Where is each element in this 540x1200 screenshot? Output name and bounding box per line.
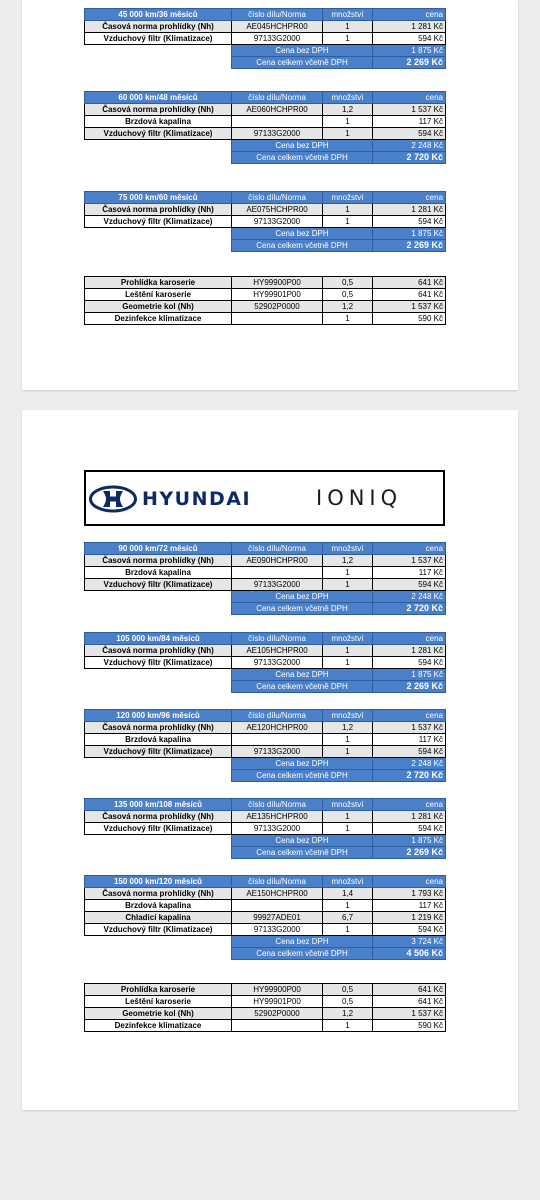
net-price-label: Cena bez DPH	[232, 835, 373, 847]
item-name: Časová norma prohlídky (Nh)	[85, 21, 232, 33]
service-interval-table	[84, 8, 446, 69]
quantity: 1,2	[323, 104, 373, 116]
table-header	[85, 9, 446, 21]
price: 1 537 Kč	[373, 104, 446, 116]
quantity: 1	[323, 657, 373, 669]
part-number: 97133G2000	[232, 216, 323, 228]
table-row	[85, 301, 446, 313]
table-row	[85, 900, 446, 912]
item-name: Prohlídka karoserie	[85, 984, 232, 996]
net-price-value: 1 875 Kč	[373, 45, 446, 57]
table-row	[85, 289, 446, 301]
net-price-label: Cena bez DPH	[232, 936, 373, 948]
service-interval-table	[84, 709, 446, 782]
net-price-label: Cena bez DPH	[232, 140, 373, 152]
quantity: 1	[323, 924, 373, 936]
price: 641 Kč	[373, 289, 446, 301]
item-name: Vzduchový filtr (Klimatizace)	[85, 579, 232, 591]
total-price-value: 2 269 Kč	[373, 681, 446, 693]
table-row	[85, 645, 446, 657]
total-price-label: Cena celkem včetně DPH	[232, 681, 373, 693]
column-header-qty: množství	[323, 9, 373, 21]
total-price-label: Cena celkem včetně DPH	[232, 240, 373, 252]
column-header-qty: množství	[323, 192, 373, 204]
table-row	[85, 1008, 446, 1020]
quantity: 1	[323, 313, 373, 325]
table-row	[85, 216, 446, 228]
net-price-label: Cena bez DPH	[232, 228, 373, 240]
item-name: Geometrie kol (Nh)	[85, 1008, 232, 1020]
table-row	[85, 128, 446, 140]
price: 590 Kč	[373, 313, 446, 325]
column-header-part: číslo dílu/Norma	[232, 876, 323, 888]
item-name: Leštění karoserie	[85, 996, 232, 1008]
hyundai-emblem-icon	[88, 485, 138, 513]
service-interval-table	[84, 798, 446, 859]
part-number	[232, 734, 323, 746]
column-header-qty: množství	[323, 799, 373, 811]
table-row	[85, 104, 446, 116]
quantity: 1	[323, 579, 373, 591]
net-price-row	[85, 936, 446, 948]
quantity: 0,5	[323, 996, 373, 1008]
quantity: 1	[323, 216, 373, 228]
table-row	[85, 116, 446, 128]
item-name: Vzduchový filtr (Klimatizace)	[85, 216, 232, 228]
price: 594 Kč	[373, 746, 446, 758]
table-row	[85, 1020, 446, 1032]
quantity: 1	[323, 128, 373, 140]
table-row	[85, 722, 446, 734]
interval-title: 90 000 km/72 měsíců	[85, 543, 232, 555]
quantity: 0,5	[323, 289, 373, 301]
item-name: Vzduchový filtr (Klimatizace)	[85, 823, 232, 835]
item-name: Brzdová kapalina	[85, 567, 232, 579]
price: 594 Kč	[373, 924, 446, 936]
total-price-value: 2 720 Kč	[373, 152, 446, 164]
total-price-row	[85, 681, 446, 693]
part-number: AE135HCHPR00	[232, 811, 323, 823]
total-price-value: 2 720 Kč	[373, 603, 446, 615]
net-price-value: 1 875 Kč	[373, 228, 446, 240]
item-name: Vzduchový filtr (Klimatizace)	[85, 33, 232, 45]
price: 594 Kč	[373, 657, 446, 669]
interval-title: 75 000 km/60 měsíců	[85, 192, 232, 204]
quantity: 1	[323, 116, 373, 128]
column-header-price: cena	[373, 876, 446, 888]
quantity: 6,7	[323, 912, 373, 924]
table-row	[85, 823, 446, 835]
total-price-row	[85, 152, 446, 164]
item-name: Chladicí kapalina	[85, 912, 232, 924]
total-price-value: 2 269 Kč	[373, 57, 446, 69]
total-price-row	[85, 57, 446, 69]
net-price-label: Cena bez DPH	[232, 758, 373, 770]
table-row	[85, 579, 446, 591]
item-name: Vzduchový filtr (Klimatizace)	[85, 924, 232, 936]
part-number: AE060HCHPR00	[232, 104, 323, 116]
table-row	[85, 33, 446, 45]
part-number	[232, 1020, 323, 1032]
column-header-price: cena	[373, 710, 446, 722]
part-number: HY99901P00	[232, 289, 323, 301]
quantity: 1	[323, 1020, 373, 1032]
quantity: 1,2	[323, 301, 373, 313]
part-number: 97133G2000	[232, 579, 323, 591]
net-price-value: 2 248 Kč	[373, 140, 446, 152]
table-row	[85, 912, 446, 924]
part-number: AE045HCHPR00	[232, 21, 323, 33]
part-number	[232, 567, 323, 579]
net-price-value: 1 875 Kč	[373, 835, 446, 847]
table-row	[85, 555, 446, 567]
price: 1 537 Kč	[373, 1008, 446, 1020]
item-name: Prohlídka karoserie	[85, 277, 232, 289]
part-number: 97133G2000	[232, 33, 323, 45]
service-interval-table	[84, 542, 446, 615]
quantity: 1,4	[323, 888, 373, 900]
total-price-row	[85, 603, 446, 615]
total-price-row	[85, 240, 446, 252]
item-name: Časová norma prohlídky (Nh)	[85, 104, 232, 116]
quantity: 1	[323, 811, 373, 823]
price: 641 Kč	[373, 984, 446, 996]
part-number: 97133G2000	[232, 657, 323, 669]
table-header	[85, 799, 446, 811]
column-header-price: cena	[373, 633, 446, 645]
total-price-label: Cena celkem včetně DPH	[232, 57, 373, 69]
net-price-row	[85, 669, 446, 681]
price: 594 Kč	[373, 216, 446, 228]
interval-title: 150 000 km/120 měsíců	[85, 876, 232, 888]
quantity: 1	[323, 567, 373, 579]
document-page-2	[22, 410, 518, 1110]
part-number	[232, 900, 323, 912]
service-interval-table	[84, 875, 446, 960]
column-header-qty: množství	[323, 543, 373, 555]
item-name: Geometrie kol (Nh)	[85, 301, 232, 313]
part-number: 52902P0000	[232, 1008, 323, 1020]
service-interval-table	[84, 191, 446, 252]
price: 1 537 Kč	[373, 301, 446, 313]
quantity: 1,2	[323, 722, 373, 734]
table-row	[85, 277, 446, 289]
quantity: 1	[323, 734, 373, 746]
item-name: Dezinfekce klimatizace	[85, 1020, 232, 1032]
net-price-label: Cena bez DPH	[232, 669, 373, 681]
part-number: 97133G2000	[232, 924, 323, 936]
part-number: 99927ADE01	[232, 912, 323, 924]
price: 590 Kč	[373, 1020, 446, 1032]
part-number: 97133G2000	[232, 746, 323, 758]
part-number: AE090HCHPR00	[232, 555, 323, 567]
interval-title: 135 000 km/108 měsíců	[85, 799, 232, 811]
total-price-value: 2 269 Kč	[373, 847, 446, 859]
net-price-row	[85, 45, 446, 57]
part-number: 97133G2000	[232, 128, 323, 140]
additional-services-table	[84, 983, 446, 1032]
column-header-part: číslo dílu/Norma	[232, 543, 323, 555]
table-row	[85, 204, 446, 216]
item-name: Časová norma prohlídky (Nh)	[85, 888, 232, 900]
price: 641 Kč	[373, 277, 446, 289]
quantity: 1	[323, 21, 373, 33]
part-number	[232, 313, 323, 325]
part-number: HY99900P00	[232, 984, 323, 996]
column-header-price: cena	[373, 799, 446, 811]
price: 594 Kč	[373, 823, 446, 835]
total-price-row	[85, 770, 446, 782]
table-header	[85, 710, 446, 722]
price: 117 Kč	[373, 567, 446, 579]
total-price-label: Cena celkem včetně DPH	[232, 603, 373, 615]
quantity: 1	[323, 746, 373, 758]
price: 117 Kč	[373, 900, 446, 912]
part-number: AE075HCHPR00	[232, 204, 323, 216]
part-number: 52902P0000	[232, 301, 323, 313]
item-name: Dezinfekce klimatizace	[85, 313, 232, 325]
column-header-part: číslo dílu/Norma	[232, 799, 323, 811]
price: 1 793 Kč	[373, 888, 446, 900]
column-header-qty: množství	[323, 92, 373, 104]
price: 1 281 Kč	[373, 645, 446, 657]
price: 1 537 Kč	[373, 555, 446, 567]
price: 1 281 Kč	[373, 21, 446, 33]
total-price-value: 4 506 Kč	[373, 948, 446, 960]
part-number: AE105HCHPR00	[232, 645, 323, 657]
additional-services-table	[84, 276, 446, 325]
quantity: 1,2	[323, 555, 373, 567]
part-number: HY99901P00	[232, 996, 323, 1008]
table-header	[85, 192, 446, 204]
total-price-label: Cena celkem včetně DPH	[232, 770, 373, 782]
table-row	[85, 567, 446, 579]
part-number: AE150HCHPR00	[232, 888, 323, 900]
price: 1 281 Kč	[373, 204, 446, 216]
total-price-row	[85, 948, 446, 960]
net-price-label: Cena bez DPH	[232, 591, 373, 603]
column-header-part: číslo dílu/Norma	[232, 633, 323, 645]
total-price-value: 2 269 Kč	[373, 240, 446, 252]
column-header-part: číslo dílu/Norma	[232, 192, 323, 204]
item-name: Časová norma prohlídky (Nh)	[85, 811, 232, 823]
table-header	[85, 633, 446, 645]
table-row	[85, 811, 446, 823]
price: 117 Kč	[373, 734, 446, 746]
quantity: 1	[323, 645, 373, 657]
table-row	[85, 984, 446, 996]
interval-title: 60 000 km/48 měsíců	[85, 92, 232, 104]
item-name: Časová norma prohlídky (Nh)	[85, 204, 232, 216]
item-name: Vzduchový filtr (Klimatizace)	[85, 746, 232, 758]
total-price-label: Cena celkem včetně DPH	[232, 847, 373, 859]
quantity: 1	[323, 900, 373, 912]
price: 1 537 Kč	[373, 722, 446, 734]
column-header-price: cena	[373, 543, 446, 555]
ioniq-wordmark: IONIQ	[316, 486, 403, 510]
price: 641 Kč	[373, 996, 446, 1008]
net-price-row	[85, 140, 446, 152]
item-name: Leštění karoserie	[85, 289, 232, 301]
brand-logo-banner	[84, 470, 445, 526]
net-price-value: 1 875 Kč	[373, 669, 446, 681]
price: 117 Kč	[373, 116, 446, 128]
price: 1 219 Kč	[373, 912, 446, 924]
net-price-value: 3 724 Kč	[373, 936, 446, 948]
item-name: Brzdová kapalina	[85, 900, 232, 912]
table-header	[85, 92, 446, 104]
column-header-qty: množství	[323, 633, 373, 645]
document-page-1	[22, 0, 518, 390]
net-price-row	[85, 758, 446, 770]
part-number: 97133G2000	[232, 823, 323, 835]
total-price-label: Cena celkem včetně DPH	[232, 948, 373, 960]
net-price-row	[85, 591, 446, 603]
item-name: Vzduchový filtr (Klimatizace)	[85, 657, 232, 669]
interval-title: 45 000 km/36 měsíců	[85, 9, 232, 21]
service-interval-table	[84, 91, 446, 164]
quantity: 0,5	[323, 277, 373, 289]
table-header	[85, 543, 446, 555]
column-header-part: číslo dílu/Norma	[232, 9, 323, 21]
item-name: Časová norma prohlídky (Nh)	[85, 555, 232, 567]
table-row	[85, 21, 446, 33]
table-row	[85, 657, 446, 669]
total-price-row	[85, 847, 446, 859]
net-price-row	[85, 228, 446, 240]
interval-title: 105 000 km/84 měsíců	[85, 633, 232, 645]
item-name: Vzduchový filtr (Klimatizace)	[85, 128, 232, 140]
table-row	[85, 734, 446, 746]
column-header-part: číslo dílu/Norma	[232, 710, 323, 722]
net-price-label: Cena bez DPH	[232, 45, 373, 57]
quantity: 1,2	[323, 1008, 373, 1020]
net-price-value: 2 248 Kč	[373, 758, 446, 770]
item-name: Časová norma prohlídky (Nh)	[85, 722, 232, 734]
table-row	[85, 924, 446, 936]
hyundai-wordmark: HYUNDAI	[142, 488, 252, 510]
table-row	[85, 888, 446, 900]
price: 594 Kč	[373, 579, 446, 591]
item-name: Brzdová kapalina	[85, 734, 232, 746]
table-header	[85, 876, 446, 888]
column-header-qty: množství	[323, 710, 373, 722]
item-name: Brzdová kapalina	[85, 116, 232, 128]
price: 1 281 Kč	[373, 811, 446, 823]
item-name: Časová norma prohlídky (Nh)	[85, 645, 232, 657]
part-number: HY99900P00	[232, 277, 323, 289]
part-number: AE120HCHPR00	[232, 722, 323, 734]
total-price-label: Cena celkem včetně DPH	[232, 152, 373, 164]
interval-title: 120 000 km/96 měsíců	[85, 710, 232, 722]
net-price-row	[85, 835, 446, 847]
column-header-price: cena	[373, 92, 446, 104]
quantity: 1	[323, 823, 373, 835]
service-interval-table	[84, 632, 446, 693]
price: 594 Kč	[373, 128, 446, 140]
column-header-price: cena	[373, 9, 446, 21]
part-number	[232, 116, 323, 128]
table-row	[85, 746, 446, 758]
column-header-qty: množství	[323, 876, 373, 888]
column-header-price: cena	[373, 192, 446, 204]
table-row	[85, 313, 446, 325]
column-header-part: číslo dílu/Norma	[232, 92, 323, 104]
quantity: 1	[323, 33, 373, 45]
price: 594 Kč	[373, 33, 446, 45]
quantity: 0,5	[323, 984, 373, 996]
total-price-value: 2 720 Kč	[373, 770, 446, 782]
net-price-value: 2 248 Kč	[373, 591, 446, 603]
quantity: 1	[323, 204, 373, 216]
table-row	[85, 996, 446, 1008]
